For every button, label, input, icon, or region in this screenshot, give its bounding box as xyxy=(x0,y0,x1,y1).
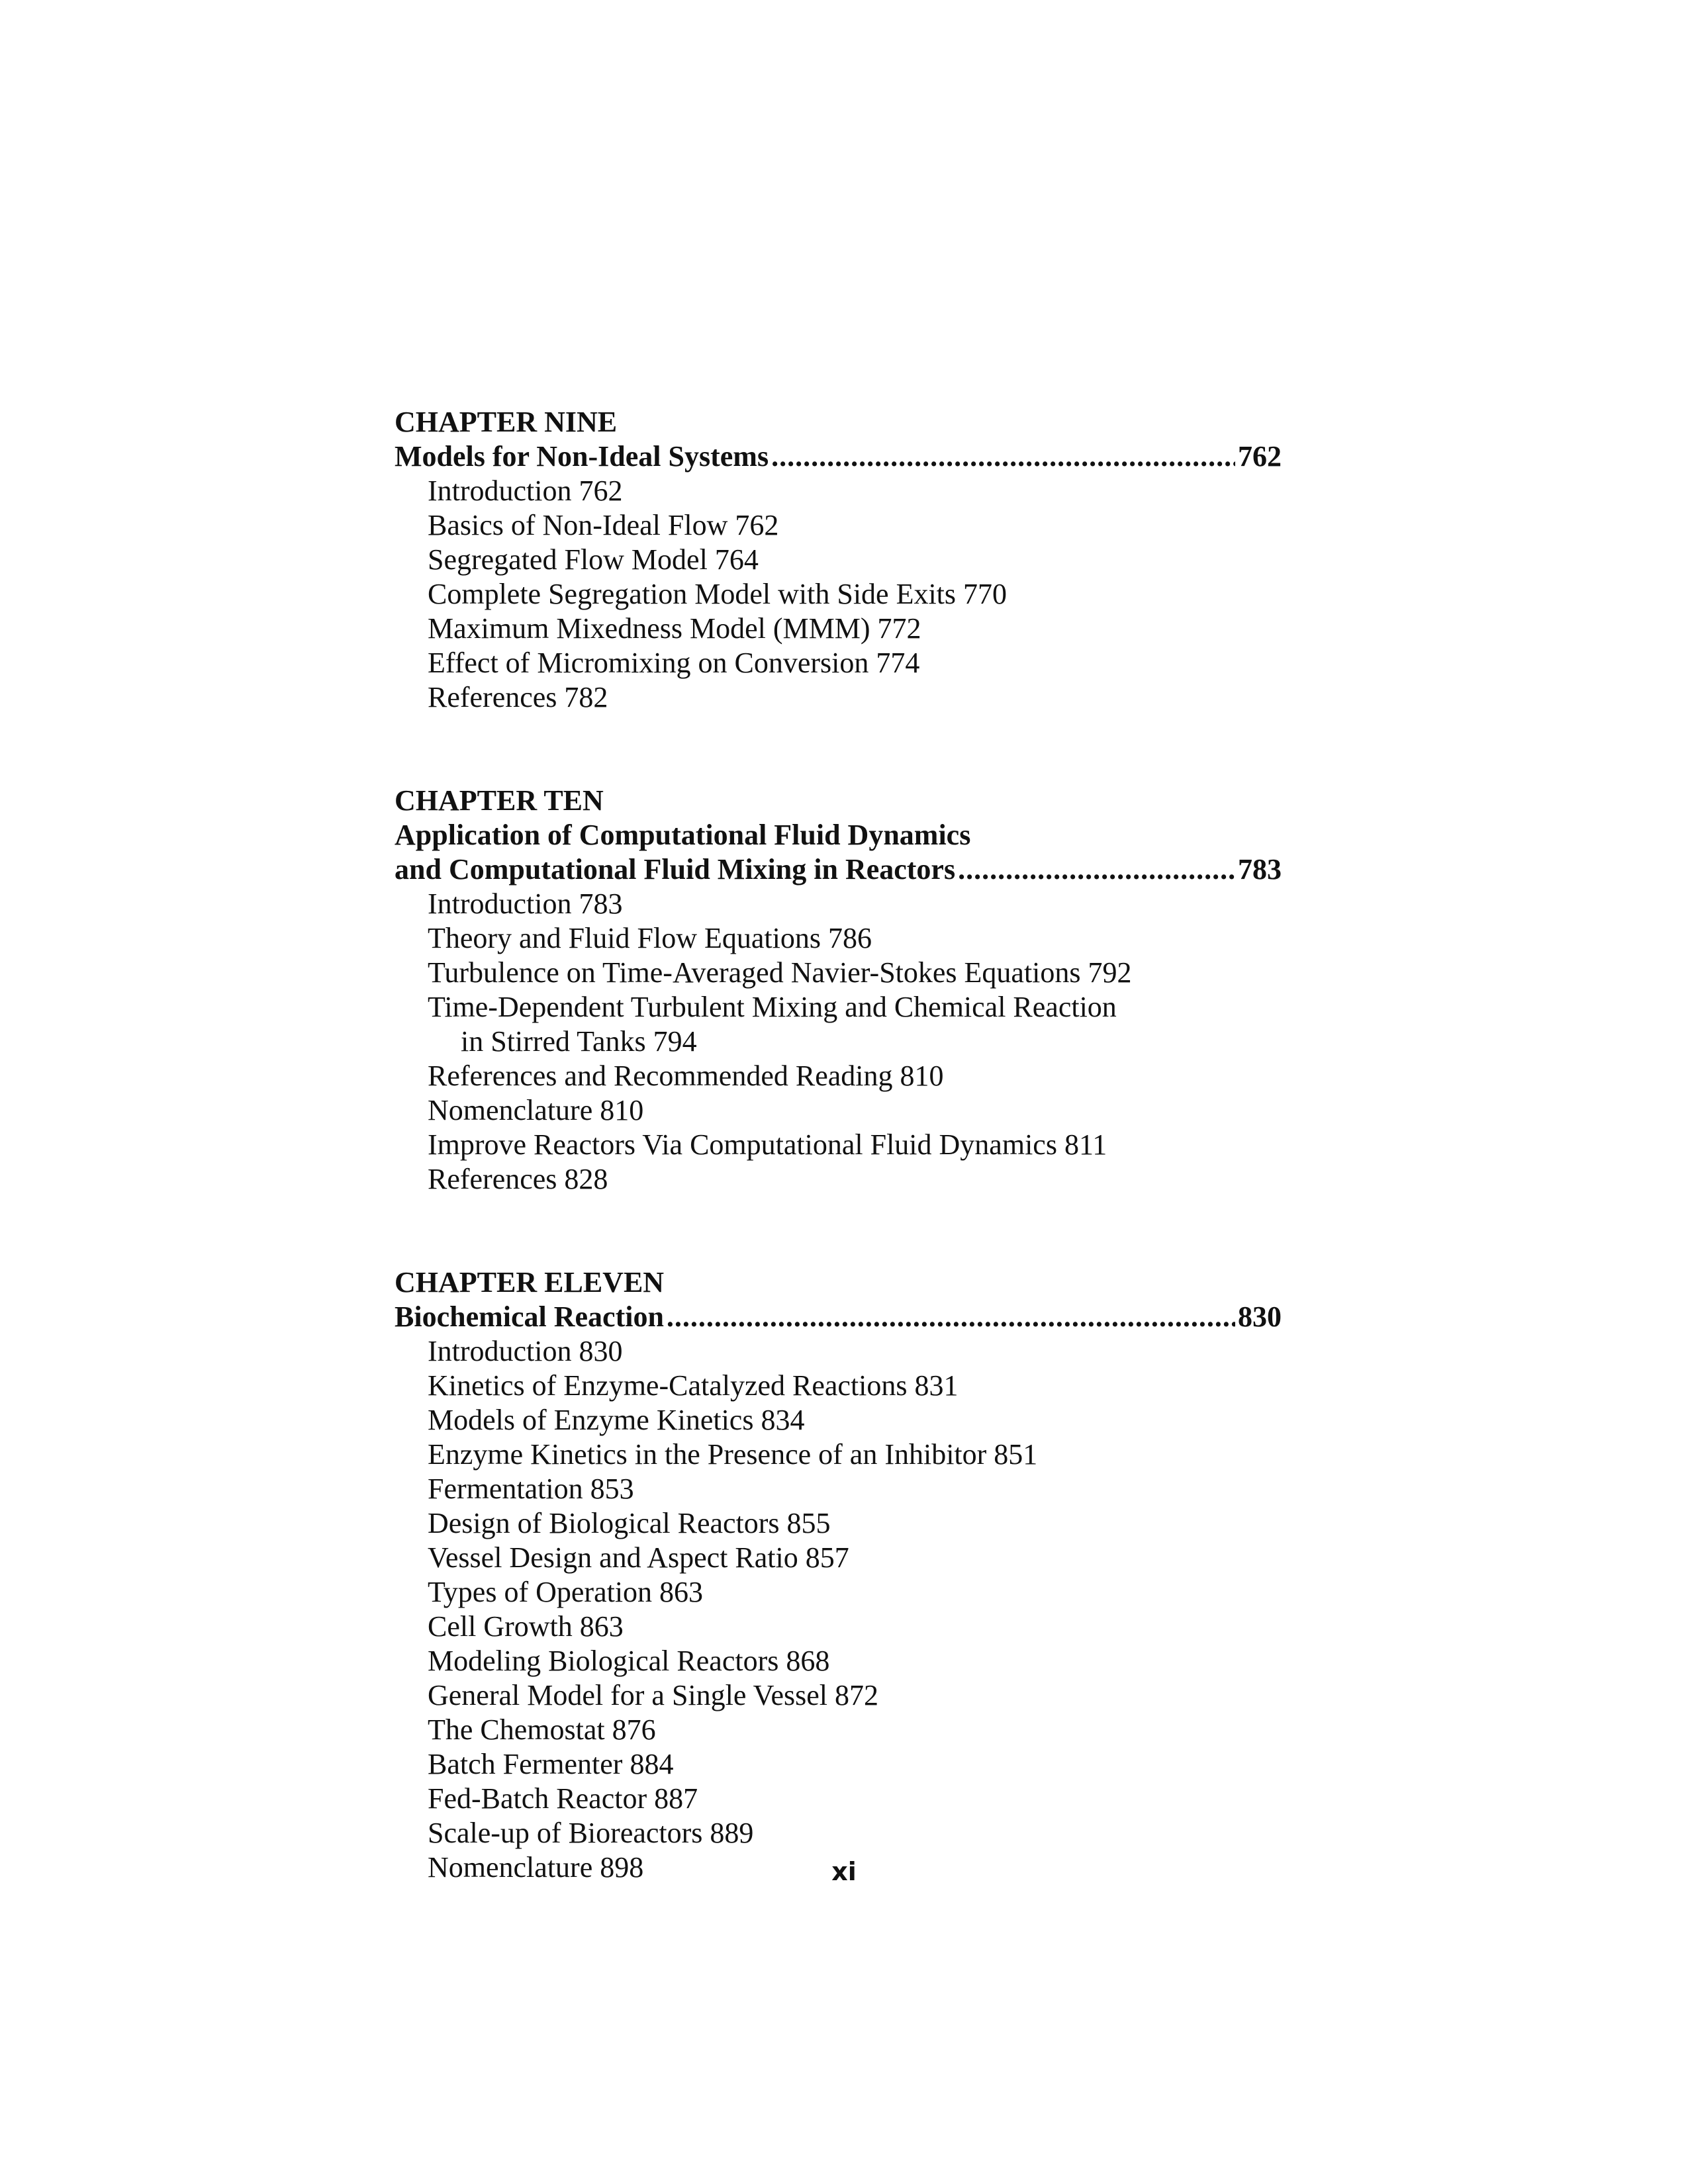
toc-entry: Introduction 783 xyxy=(428,887,623,920)
toc-entry: References 828 xyxy=(428,1163,608,1195)
toc-entry-continuation: in Stirred Tanks 794 xyxy=(461,1025,697,1058)
toc-entry: Types of Operation 863 xyxy=(428,1576,704,1608)
toc-entry: References 782 xyxy=(428,681,608,713)
toc-entry: Basics of Non-Ideal Flow 762 xyxy=(428,509,779,541)
chapter-title-row xyxy=(395,852,1282,887)
chapter-page-number: 783 xyxy=(1238,853,1282,886)
page-number: xi xyxy=(831,1857,857,1886)
section-list xyxy=(395,474,1282,715)
toc-entry: Introduction 830 xyxy=(428,1335,623,1367)
toc-entry: Theory and Fluid Flow Equations 786 xyxy=(428,922,872,954)
table-of-contents xyxy=(395,405,1282,1954)
chapter-label: CHAPTER ELEVEN xyxy=(395,1266,665,1298)
toc-entry: Fermentation 853 xyxy=(428,1473,634,1505)
toc-entry: Vessel Design and Aspect Ratio 857 xyxy=(428,1541,849,1574)
dot-leader xyxy=(771,439,1235,474)
chapter-nine xyxy=(395,405,1282,715)
toc-entry: General Model for a Single Vessel 872 xyxy=(428,1679,879,1711)
chapter-eleven xyxy=(395,1265,1282,1885)
chapter-page-number: 830 xyxy=(1238,1300,1282,1333)
toc-entry: Batch Fermenter 884 xyxy=(428,1748,674,1780)
chapter-ten xyxy=(395,784,1282,1197)
chapter-label: CHAPTER NINE xyxy=(395,406,618,438)
toc-entry-text: Time-Dependent Turbulent Mixing and Chemical Reaction xyxy=(428,991,1117,1023)
toc-entry: Models of Enzyme Kinetics 834 xyxy=(428,1404,805,1436)
chapter-title-row xyxy=(395,439,1282,474)
chapter-label: CHAPTER TEN xyxy=(395,784,604,817)
chapter-title-line: Application of Computational Fluid Dynamics xyxy=(395,819,971,851)
toc-entry: Enzyme Kinetics in the Presence of an Inhibitor 851 xyxy=(428,1438,1038,1471)
toc-entry: Nomenclature 810 xyxy=(428,1094,644,1126)
toc-entry: Turbulence on Time-Averaged Navier-Stokes Equations 792 xyxy=(428,956,1132,989)
toc-entry: Cell Growth 863 xyxy=(428,1610,624,1643)
toc-entry: Introduction 762 xyxy=(428,475,623,507)
toc-entry: Segregated Flow Model 764 xyxy=(428,543,759,576)
dot-leader xyxy=(667,1300,1235,1334)
chapter-title-row xyxy=(395,1300,1282,1334)
toc-entry: Effect of Micromixing on Conversion 774 xyxy=(428,647,920,679)
dot-leader xyxy=(958,852,1235,887)
toc-entry: Maximum Mixedness Model (MMM) 772 xyxy=(428,612,921,645)
toc-entry: Kinetics of Enzyme-Catalyzed Reactions 831 xyxy=(428,1369,959,1402)
toc-entry xyxy=(395,990,1282,1059)
toc-entry: Improve Reactors Via Computational Fluid Dynamics 811 xyxy=(428,1128,1107,1161)
chapter-title: Models for Non-Ideal Systems xyxy=(395,440,769,473)
toc-entry: Fed-Batch Reactor 887 xyxy=(428,1782,698,1815)
section-list xyxy=(395,887,1282,1197)
chapter-title: and Computational Fluid Mixing in Reactors xyxy=(395,853,956,886)
chapter-title: Biochemical Reaction xyxy=(395,1300,664,1333)
toc-entry: The Chemostat 876 xyxy=(428,1713,656,1746)
toc-entry: Complete Segregation Model with Side Exits 770 xyxy=(428,578,1008,610)
toc-entry: Design of Biological Reactors 855 xyxy=(428,1507,831,1539)
toc-entry: Nomenclature 898 xyxy=(428,1851,644,1884)
chapter-page-number: 762 xyxy=(1238,440,1282,473)
section-list xyxy=(395,1334,1282,1885)
toc-entry: Scale-up of Bioreactors 889 xyxy=(428,1817,754,1849)
toc-entry: References and Recommended Reading 810 xyxy=(428,1060,944,1092)
toc-entry: Modeling Biological Reactors 868 xyxy=(428,1645,830,1677)
